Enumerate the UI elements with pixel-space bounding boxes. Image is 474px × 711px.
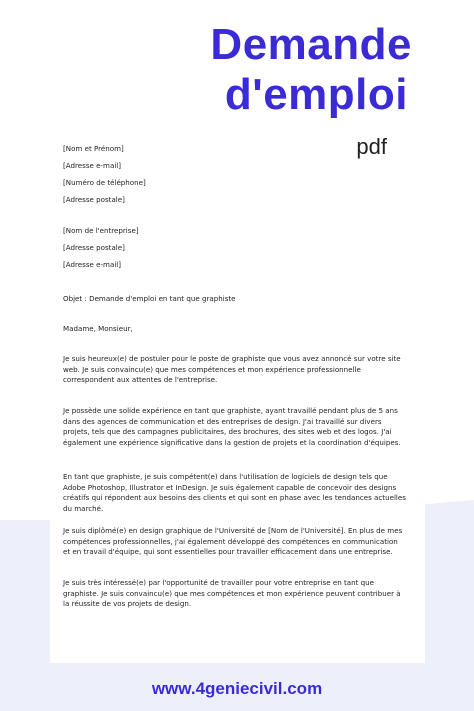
format-label: pdf — [356, 134, 387, 159]
paragraph-intro: Je suis heureux(e) de postuler pour le poste de graphiste que vous avez annoncé sur votre site web. Je suis convaincu(e) que mes compétences et mon expérience professionnelle correspondent aux attentes de l'entreprise. — [63, 354, 401, 385]
paragraph-skills: En tant que graphiste, je suis compétent(e) dans l'utilisation de logiciels de design tels que Adobe Photoshop, Illustrator et InDesign. Je suis également capable de concevoir des designs créatifs qui répondent aux besoins des clients et qui sont en phase avec les tendances actuelles du marché. — [63, 472, 406, 513]
letter-subject: Objet : Demande d'emploi en tant que graphiste — [63, 294, 236, 303]
paragraph-education: Je suis diplômé(e) en design graphique de l'Université de [Nom de l'Université]. En plus de mes compétences professionnelles, j'ai également développé des compétences en communication et en travail d'équipe, qui sont essentielles pour travailler efficacement dans une entreprise. — [63, 526, 403, 557]
sender-name: [Nom et Prénom] — [63, 144, 124, 153]
sender-email: [Adresse e-mail] — [63, 161, 122, 170]
recipient-company: [Nom de l'entreprise] — [63, 226, 139, 235]
website-link[interactable]: www.4geniecivil.com — [151, 679, 323, 698]
page-title-line1: Demande — [210, 20, 412, 69]
paragraph-experience: Je possède une solide expérience en tant que graphiste, ayant travaillé pendant plus de 5 ans dans des agences de communication et des entreprises de design. J'ai travaillé sur divers projets, tels que des campagnes publicitaires, des brochures, des sites web et des logos. J'ai également une expérience significative dans la gestion de projets et la coordination d'équipes. — [63, 406, 401, 447]
sender-address: [Adresse postale] — [63, 195, 125, 204]
letter-salutation: Madame, Monsieur, — [63, 324, 133, 333]
paragraph-closing: Je suis très intéressé(e) par l'opportunité de travailler pour votre entreprise en tant que graphiste. Je suis convaincu(e) que mes compétences et mon expérience peuvent contribuer à la réussite de vos projets de design. — [63, 578, 401, 609]
page-title-line2: d'emploi — [224, 70, 408, 119]
recipient-address: [Adresse postale] — [63, 243, 125, 252]
sender-phone: [Numéro de téléphone] — [63, 178, 146, 187]
recipient-email: [Adresse e-mail] — [63, 260, 122, 269]
